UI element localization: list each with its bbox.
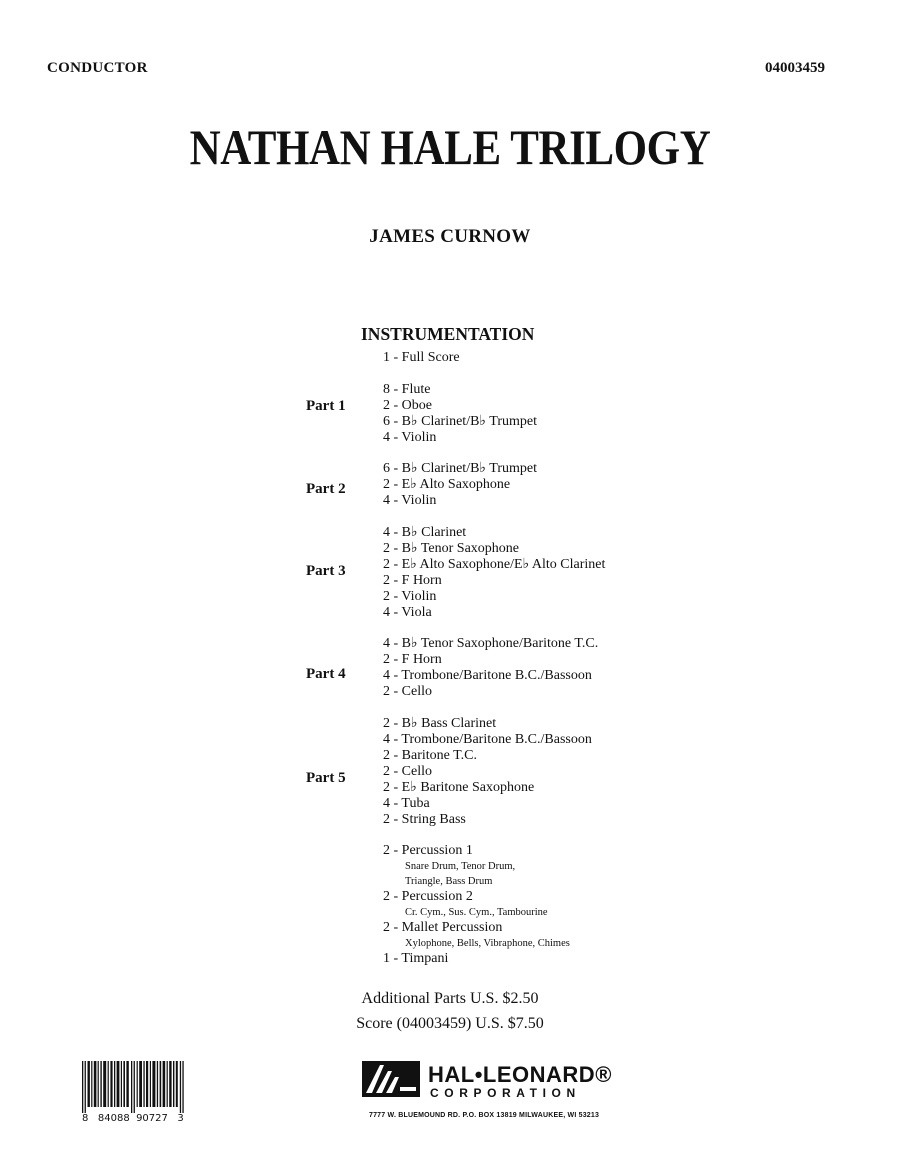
hal-leonard-logo-icon: [362, 1061, 420, 1097]
list-item: 2 - F Horn: [383, 652, 442, 667]
part-3-label: Part 3: [306, 563, 346, 579]
list-item: 2 - B♭ Bass Clarinet: [383, 716, 497, 731]
part-5-label: Part 5: [306, 770, 346, 786]
list-item: 4 - Viola: [383, 605, 432, 620]
list-item-detail: Cr. Cym., Sus. Cym., Tambourine: [405, 907, 548, 918]
part-4-label: Part 4: [306, 666, 346, 682]
part-1-list: [383, 382, 537, 446]
list-item: 4 - Violin: [383, 493, 437, 508]
list-item: 2 - Percussion 1: [383, 843, 473, 858]
list-item: 2 - E♭ Alto Saxophone: [383, 477, 511, 492]
part-2-label: Part 2: [306, 481, 346, 497]
list-item: 2 - E♭ Alto Saxophone/E♭ Alto Clarinet: [383, 557, 606, 572]
list-item: 4 - Violin: [383, 430, 437, 445]
full-score-line: 1 - Full Score: [383, 350, 460, 365]
publisher-corporation: CORPORATION: [430, 1086, 581, 1100]
part-4-list: [383, 636, 598, 700]
list-item: 6 - B♭ Clarinet/B♭ Trumpet: [383, 414, 537, 429]
additional-parts-price: Additional Parts U.S. $2.50: [361, 990, 539, 1007]
list-item: 8 - Flute: [383, 382, 431, 397]
list-item: 2 - Oboe: [383, 398, 432, 413]
part-5-list: [383, 716, 592, 828]
list-item: 2 - Cello: [383, 684, 432, 699]
list-item: 1 - Timpani: [383, 951, 449, 966]
list-item: 6 - B♭ Clarinet/B♭ Trumpet: [383, 461, 537, 476]
list-item: 2 - Percussion 2: [383, 889, 473, 904]
catalog-number: 04003459: [765, 60, 825, 76]
percussion-list: [383, 843, 570, 967]
publisher-address: 7777 W. BLUEMOUND RD. P.O. BOX 13819 MILWAUKEE, WI 53213: [369, 1112, 600, 1119]
list-item: 4 - B♭ Clarinet: [383, 525, 467, 540]
conductor-label: CONDUCTOR: [47, 60, 148, 76]
barcode-image: [82, 1061, 186, 1113]
list-item: 2 - Mallet Percussion: [383, 920, 503, 935]
list-item: 4 - Trombone/Baritone B.C./Bassoon: [383, 668, 592, 683]
list-item-detail: Xylophone, Bells, Vibraphone, Chimes: [405, 938, 570, 949]
barcode-digits: 8 84088 90727 3: [82, 1113, 184, 1124]
piece-title: NATHAN HALE TRILOGY: [189, 119, 711, 175]
list-item: 2 - Cello: [383, 764, 432, 779]
list-item: 2 - E♭ Baritone Saxophone: [383, 780, 535, 795]
publisher-name: HAL•LEONARD®: [428, 1062, 612, 1087]
list-item-detail: Triangle, Bass Drum: [405, 876, 493, 887]
list-item: 2 - F Horn: [383, 573, 442, 588]
instrumentation-heading: INSTRUMENTATION: [361, 324, 535, 344]
list-item: 2 - Baritone T.C.: [383, 748, 477, 763]
part-1-label: Part 1: [306, 398, 346, 414]
part-3-list: [383, 525, 605, 621]
part-2-list: [383, 461, 537, 509]
list-item: 4 - Trombone/Baritone B.C./Bassoon: [383, 732, 592, 747]
list-item: 2 - String Bass: [383, 812, 466, 827]
list-item: 2 - Violin: [383, 589, 437, 604]
list-item: 4 - B♭ Tenor Saxophone/Baritone T.C.: [383, 636, 599, 651]
composer-name: JAMES CURNOW: [369, 226, 531, 247]
list-item: 4 - Tuba: [383, 796, 430, 811]
list-item-detail: Snare Drum, Tenor Drum,: [405, 861, 516, 872]
list-item: 2 - B♭ Tenor Saxophone: [383, 541, 520, 556]
score-price: Score (04003459) U.S. $7.50: [356, 1015, 544, 1032]
